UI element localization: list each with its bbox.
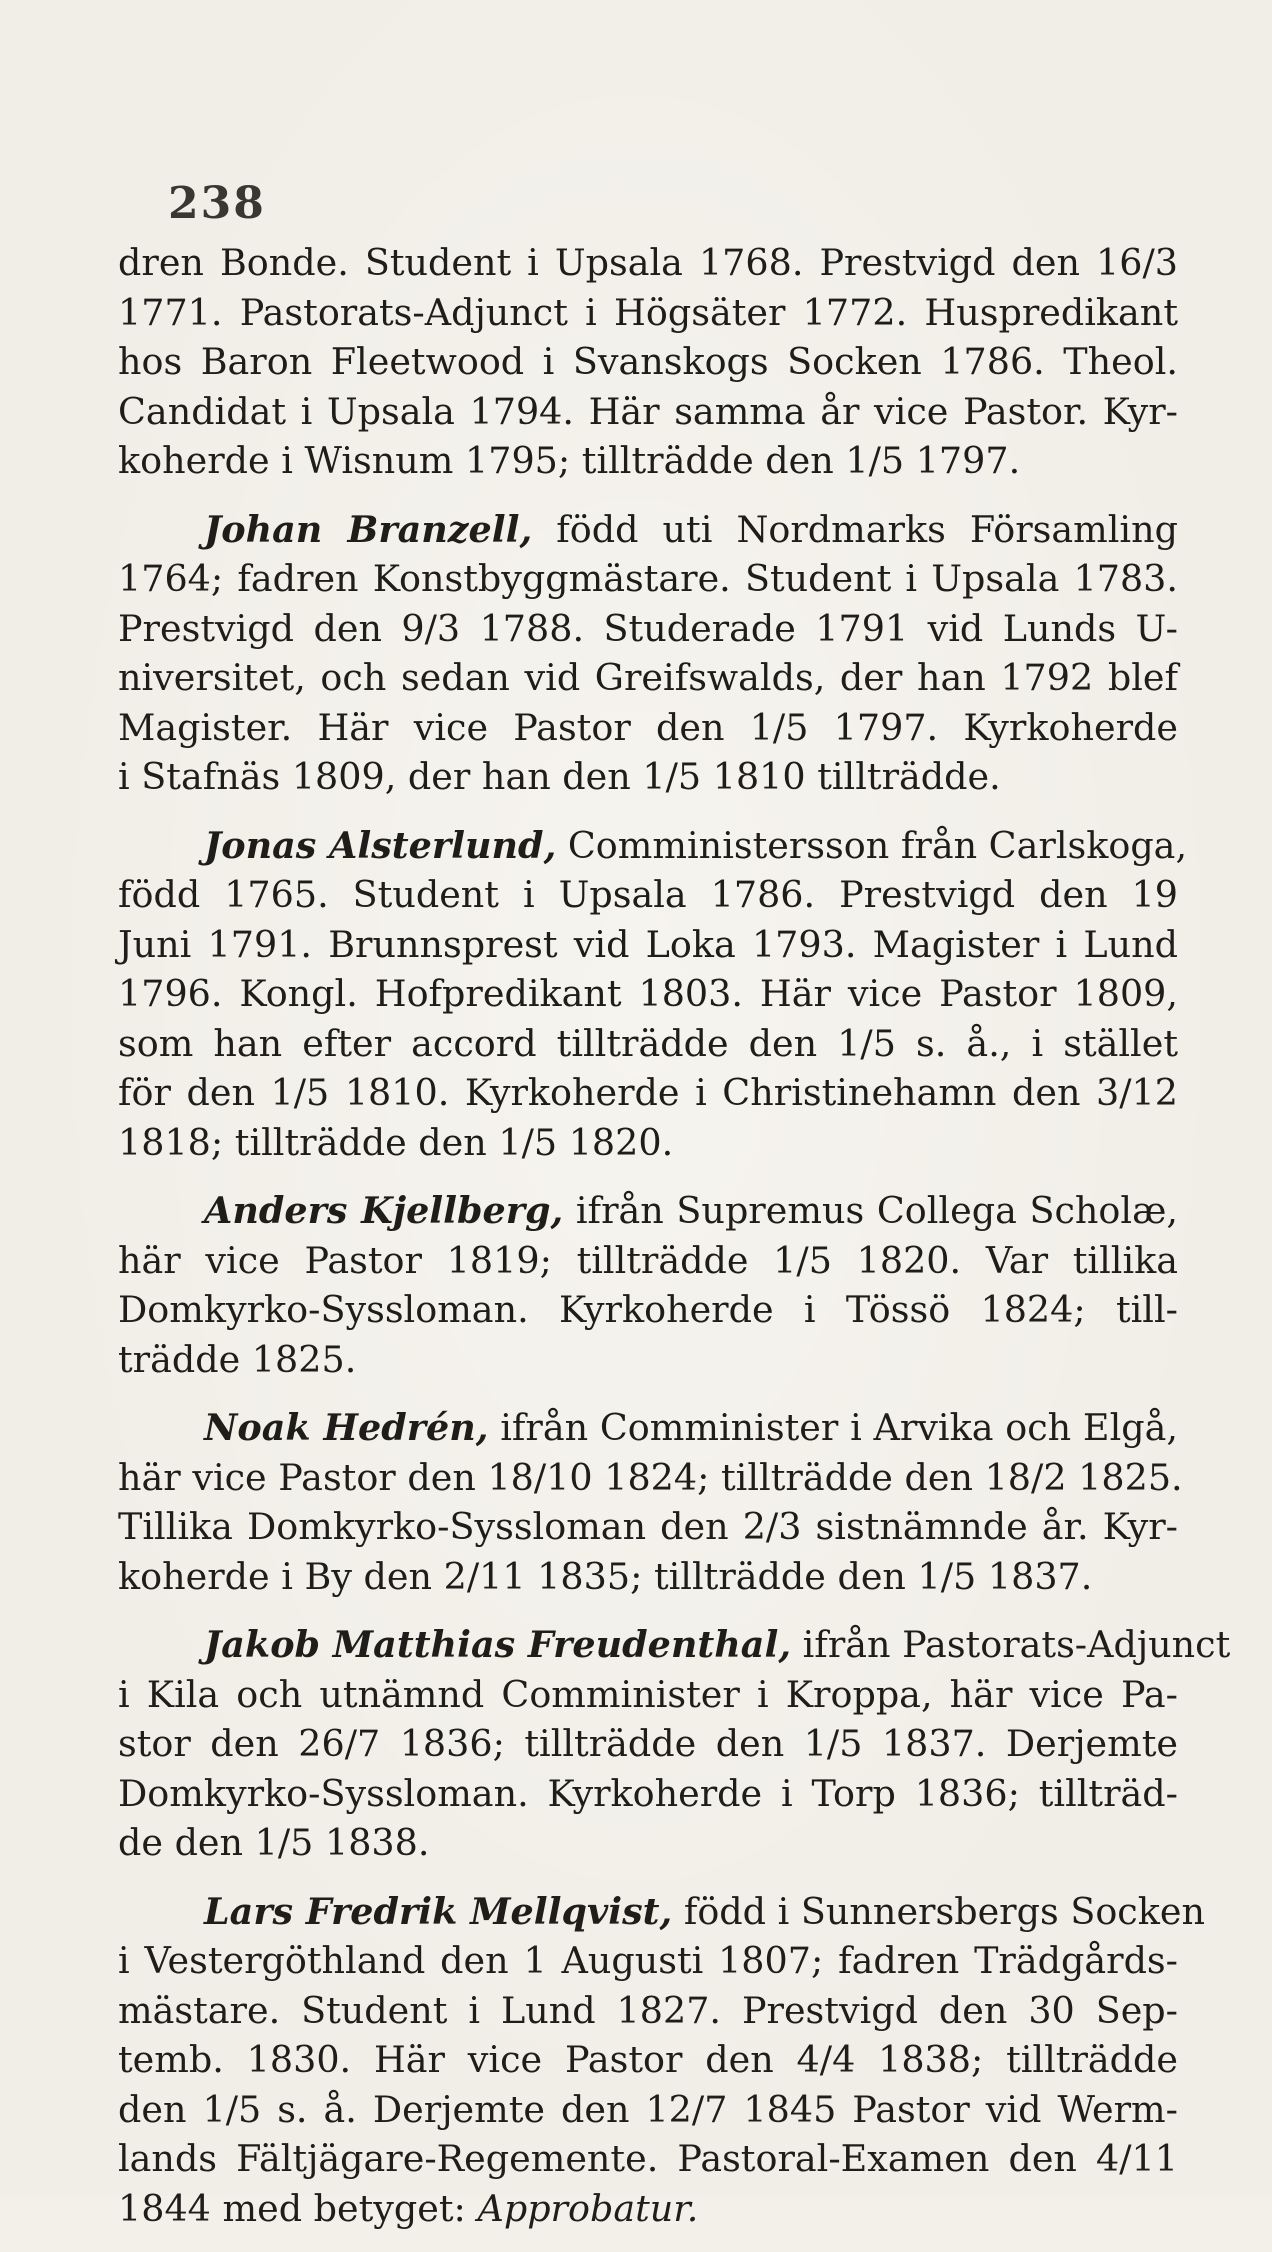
page-number: 238 (168, 178, 266, 229)
text-line: 1818; tillträdde den 1/5 1820. (118, 1120, 674, 1164)
text-line: Magister. Här vice Pastor den 1/5 1797. Kyrkoherde (118, 705, 1178, 749)
text-line: Domkyrko-Syssloman. Kyrkoherde i Tössö 1824; till- (118, 1288, 1178, 1331)
person-name: Noak Hedrén, (204, 1406, 489, 1449)
text-line: Domkyrko-Syssloman. Kyrkoherde i Torp 1836; tillträd- (118, 1771, 1178, 1815)
entry-jakob-freudenthal (118, 1620, 1231, 1868)
person-name: Johan Branzell, (204, 507, 533, 551)
text-line: för den 1/5 1810. Kyrkoherde i Christinehamn den 3/12 (118, 1071, 1178, 1114)
text-line: född 1765. Student i Upsala 1786. Prestvigd den 19 (118, 873, 1178, 916)
entry-first-line (118, 1620, 1231, 1670)
person-name: Jonas Alsterlund, (204, 823, 557, 867)
entry-first-line (118, 505, 1178, 555)
page-body (118, 238, 1231, 2252)
text-fragment: ifrån Pastorats-Adjunct (791, 1623, 1231, 1666)
text-line: koherde i Wisnum 1795; tillträdde den 1/5 1797. (118, 439, 1021, 482)
entry-first-line (118, 1403, 1178, 1453)
text-line: här vice Pastor den 18/10 1824; tillträdde den 18/2 1825. (118, 1455, 1183, 1499)
text-fragment: 1844 med betyget: (118, 2186, 478, 2230)
entry-jonas-alsterlund (118, 821, 1188, 1168)
text-line: koherde i By den 2/11 1835; tillträdde den 1/5 1837. (118, 1554, 1093, 1598)
text-fragment: ifrån Comminister i Arvika och Elgå, (488, 1406, 1178, 1449)
text-line: trädde 1825. (118, 1337, 357, 1381)
text-fragment: Comministersson från Carlskoga, (556, 823, 1188, 867)
text-line: 1771. Pastorats-Adjunct i Högsäter 1772. Huspredikant (118, 290, 1178, 334)
text-line: temb. 1830. Här vice Pastor den 4/4 1838; tillträdde (118, 2038, 1178, 2081)
text-line: hos Baron Fleetwood i Svanskogs Socken 1786. Theol. (118, 340, 1178, 383)
entry-first-line (118, 1186, 1178, 1236)
text-line: de den 1/5 1838. (118, 1821, 430, 1864)
text-line: niversitet, och sedan vid Greifswalds, der han 1792 blef (118, 656, 1178, 699)
text-fragment: född i Sunnersbergs Socken (672, 1889, 1205, 1933)
person-name: Lars Fredrik Mellqvist, (204, 1889, 673, 1933)
entry-last-line (118, 2184, 1178, 2234)
text-line: Juni 1791. Brunnsprest vid Loka 1793. Magister i Lund (118, 922, 1178, 966)
text-line: 1796. Kongl. Hofpredikant 1803. Här vice Pastor 1809, (118, 972, 1178, 1015)
text-line: Prestvigd den 9/3 1788. Studerade 1791 vid Lunds U- (118, 606, 1178, 650)
entry-noak-hedren (118, 1403, 1183, 1601)
entry-lars-mellqvist (118, 1887, 1205, 2234)
text-line: i Kila och utnämnd Comminister i Kroppa, här vice Pa- (118, 1672, 1178, 1716)
text-line: dren Bonde. Student i Upsala 1768. Prestvigd den 16/3 (118, 241, 1178, 284)
text-line: i Vestergöthland den 1 Augusti 1807; fadren Trädgårds- (118, 1939, 1178, 1982)
text-line: lands Fältjägare-Regemente. Pastoral-Examen den 4/11 (118, 2137, 1178, 2180)
text-line: i Stafnäs 1809, der han den 1/5 1810 tillträdde. (118, 755, 1001, 798)
text-fragment: ifrån Supremus Collega Scholæ, (563, 1189, 1178, 1232)
text-line: som han efter accord tillträdde den 1/5 s. å., i stället (118, 1021, 1178, 1065)
text-line: Tillika Domkyrko-Syssloman den 2/3 sistnämnde år. Kyr- (118, 1505, 1178, 1548)
person-name: Anders Kjellberg, (204, 1189, 564, 1232)
entry-continuation (118, 238, 1178, 486)
entry-johan-branzell (118, 505, 1178, 802)
text-line: 1764; fadren Konstbyggmästare. Student i Upsala 1783. (118, 557, 1178, 600)
person-name: Jakob Matthias Freudenthal, (204, 1623, 792, 1666)
text-fragment: född uti Nordmarks Församling (532, 507, 1178, 551)
grade-approbatur: Approbatur. (477, 2186, 699, 2230)
text-line: här vice Pastor 1819; tillträdde 1/5 1820. Var tillika (118, 1238, 1178, 1282)
text-line: Candidat i Upsala 1794. Här samma år vice Pastor. Kyr- (118, 389, 1178, 433)
text-line: mästare. Student i Lund 1827. Prestvigd den 30 Sep- (118, 1988, 1178, 2032)
entry-anders-kjellberg (118, 1186, 1178, 1384)
text-line: den 1/5 s. å. Derjemte den 12/7 1845 Pastor vid Werm- (118, 2087, 1178, 2131)
entry-first-line (118, 1887, 1205, 1937)
entry-first-line (118, 821, 1188, 871)
text-line: stor den 26/7 1836; tillträdde den 1/5 1837. Derjemte (118, 1722, 1178, 1765)
